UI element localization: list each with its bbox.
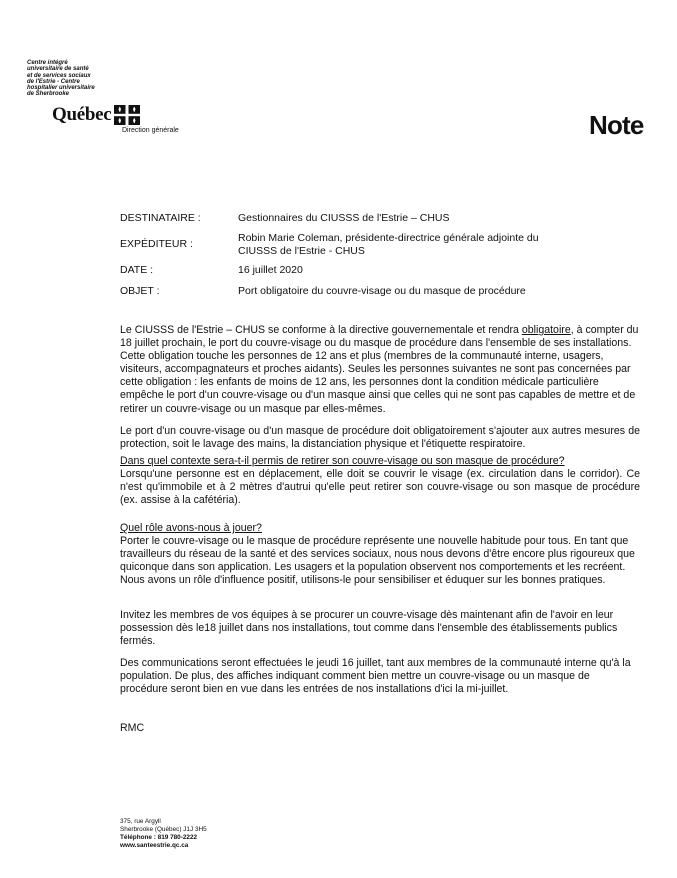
org-line: de l'Estrie - Centre xyxy=(27,78,80,85)
org-line: hospitalier universitaire xyxy=(27,85,95,92)
org-line: et de services sociaux xyxy=(27,72,91,79)
document-type-title: Note xyxy=(589,110,644,140)
footer-address xyxy=(120,818,207,850)
expediteur-label: EXPÉDITEUR : xyxy=(120,238,193,250)
section-heading-context: Dans quel contexte sera-t-il permis de retirer son couvre-visage ou son masque de procédure? xyxy=(120,455,565,467)
section-context xyxy=(120,455,640,507)
objet-label: OBJET : xyxy=(120,285,160,297)
quebec-wordmark: Québec xyxy=(52,104,112,125)
quebec-logo xyxy=(52,104,140,126)
expediteur-value: Robin Marie Coleman, présidente-directrice générale adjointe du CIUSSS de l'Estrie - CHUS xyxy=(238,232,539,257)
paragraph-protection: Le port d'un couvre-visage ou d'un masque de procédure doit obligatoirement s'ajouter aux autres mesures de protection, soit le lavage des mains, la distanciation physique et l'étiquette respiratoire. xyxy=(120,425,640,451)
footer-street: 375, rue Argyll xyxy=(120,818,161,825)
paragraph-role: Porter le couvre-visage ou le masque de procédure représente une nouvelle habitude pour tous. En tant que travailleurs du réseau de la santé et des services sociaux, nous nous devons d'être encore plus rigoureux que quiconque dans son application. Les usagers et la population observent nos comportements et les recréent. Nous avons un rôle d'influence positif, utilisons-le pour sensibiliser et éduquer sur les bonnes pratiques. xyxy=(120,535,635,587)
org-line: universitaire de santé xyxy=(27,66,89,73)
direction-label: Direction générale xyxy=(122,127,179,134)
fleur-de-lis-flag-icon xyxy=(114,105,140,125)
paragraph-context: Lorsqu'une personne est en déplacement, elle doit se couvrir le visage (ex. circulation dans le corridor). Ce n'est qu'immobile et à 2 mètres d'autrui qu'elle peut retirer son couvre-visage ou son masque de procédure (ex. assise à la cafétéria). xyxy=(120,468,640,507)
date-value: 16 juillet 2020 xyxy=(238,264,303,276)
obligatoire-emphasis: obligatoire xyxy=(521,324,571,336)
paragraph-text: Le CIUSSS de l'Estrie – CHUS se conforme à la directive gouvernementale et rendra xyxy=(120,324,522,336)
footer-website: www.santeestrie.qc.ca xyxy=(120,842,189,849)
section-role xyxy=(120,522,640,587)
objet-value: Port obligatoire du couvre-visage ou du masque de procédure xyxy=(238,285,526,297)
paragraph-communications: Des communications seront effectuées le jeudi 16 juillet, tant aux membres de la communauté interne qu'à la population. De plus, des affiches indiquant comment bien mettre un couvre-visage ou un masque de procédure seront bien en vue dans les entrées de nos installations d'ici la mi-juillet. xyxy=(120,657,631,696)
destinataire-value: Gestionnaires du CIUSSS de l'Estrie – CHUS xyxy=(238,212,450,224)
paragraph-directive xyxy=(120,324,640,416)
section-heading-role: Quel rôle avons-nous à jouer? xyxy=(120,522,262,534)
footer-city: Sherbrooke (Québec) J1J 3H5 xyxy=(120,826,207,833)
org-line: de Sherbrooke xyxy=(27,91,70,98)
paragraph-text: , à compter du 18 juillet prochain, le port du couvre-visage ou du masque de procédure dans l'ensemble de ses installations. Cette obligation touche les personnes de 12 ans et plus (membres de la communauté interne, usagers, visiteurs, accompagnateurs et proches aidants). Seules les personnes suivantes ne sont pas concernées par cette obligation : les enfants de moins de 12 ans, les personnes dont la condition médicale particulière empêche le port d'un couvre-visage ou d'un masque ainsi que celles qui ne sont pas capables de mettre et de retirer un couvre-visage ou un masque par elles-mêmes. xyxy=(120,324,639,415)
org-line: Centre intégré xyxy=(27,60,68,66)
date-label: DATE : xyxy=(120,264,154,276)
signature: RMC xyxy=(120,722,145,734)
paragraph-invite: Invitez les membres de vos équipes à se procurer un couvre-visage dès maintenant afin de l'avoir en leur possession dès le18 juillet dans nos installations, tout comme dans l'ensemble des établissements publics fermés. xyxy=(120,609,618,648)
destinataire-label: DESTINATAIRE : xyxy=(120,212,201,224)
footer-phone: Téléphone : 819 780-2222 xyxy=(120,834,198,841)
org-name-block xyxy=(27,60,122,98)
